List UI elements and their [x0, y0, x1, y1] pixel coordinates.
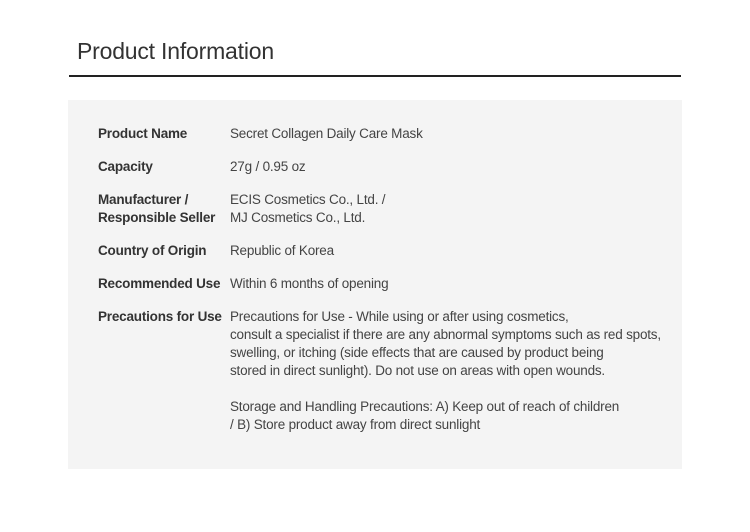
row-country-of-origin — [98, 242, 661, 275]
storage-precaution-line: / B) Store product away from direct sunlight — [230, 417, 481, 432]
precautions-value: Precautions for Use - While using or after using cosmetics, consult a specialist if there are any abnormal symptoms such as red spots, swelling, or itching (side effects that are caused by product being stored in direct sunlight). Do not use on areas with open wounds. Storage and Handling Precautions: A) Keep out of reach of children / B) Store product away from direct sunlight — [230, 309, 661, 432]
capacity-value: 27g / 0.95 oz — [230, 159, 306, 174]
manufacturer-label: Manufacturer / Responsible Seller — [98, 192, 216, 225]
row-recommended-use — [98, 275, 661, 308]
manufacturer-value: ECIS Cosmetics Co., Ltd. / MJ Cosmetics Co., Ltd. — [230, 192, 386, 225]
precautions-label: Precautions for Use — [98, 309, 222, 324]
paragraph-gap — [230, 380, 661, 398]
country-of-origin-label: Country of Origin — [98, 243, 207, 258]
row-product-name — [98, 125, 661, 158]
product-name-label: Product Name — [98, 126, 188, 141]
capacity-label: Capacity — [98, 159, 153, 174]
page-title: Product Information — [77, 38, 274, 64]
storage-precaution-line: Storage and Handling Precautions: A) Keep out of reach of children — [230, 399, 620, 414]
product-info-table — [98, 125, 661, 434]
row-precautions — [98, 308, 661, 434]
product-name-value: Secret Collagen Daily Care Mask — [230, 126, 423, 141]
row-manufacturer — [98, 191, 661, 242]
country-of-origin-value: Republic of Korea — [230, 243, 334, 258]
title-divider — [69, 75, 681, 77]
product-info-panel — [68, 100, 682, 469]
row-capacity — [98, 158, 661, 191]
recommended-use-value: Within 6 months of opening — [230, 276, 389, 291]
recommended-use-label: Recommended Use — [98, 276, 221, 291]
